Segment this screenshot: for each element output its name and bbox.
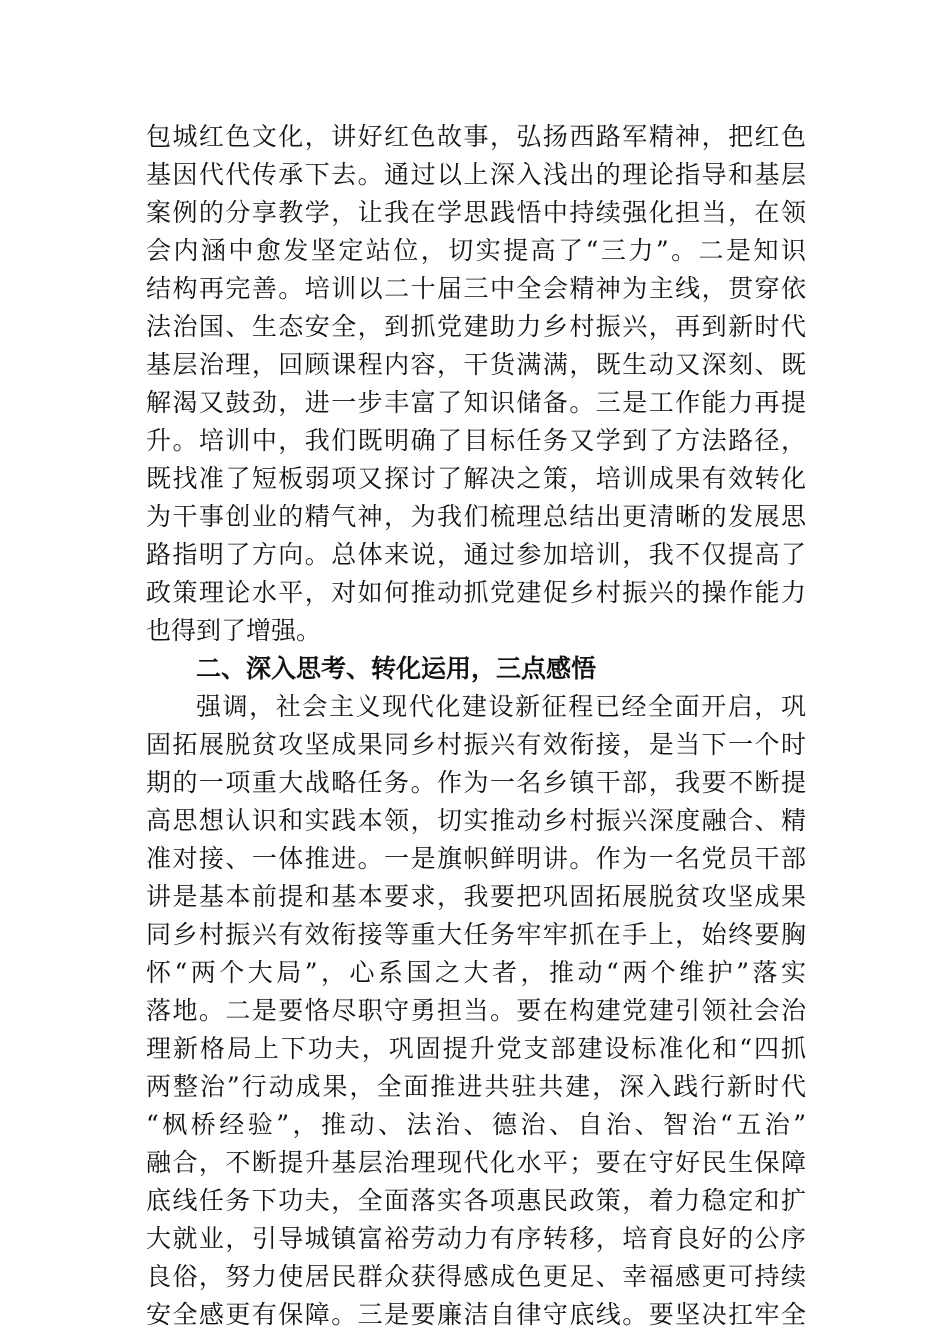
text-line: 准对接、一体推进。一是旗帜鲜明讲。作为一名党员干部 <box>146 844 806 873</box>
text-line: 基层治理，回顾课程内容，干货满满，既生动又深刻、既 <box>146 350 806 379</box>
text-line: 为干事创业的精气神，为我们梳理总结出更清晰的发展思 <box>146 502 806 531</box>
text-line: 大就业，引导城镇富裕劳动力有序转移，培育良好的公序 <box>146 1224 806 1253</box>
section-heading: 二、深入思考、转化运用，三点感悟 <box>196 654 597 683</box>
text-line: 固拓展脱贫攻坚成果同乡村振兴有效衔接，是当下一个时 <box>146 730 806 759</box>
text-line: 路指明了方向。总体来说，通过参加培训，我不仅提高了 <box>146 540 806 569</box>
text-line: 高思想认识和实践本领，切实推动乡村振兴深度融合、精 <box>146 806 806 835</box>
text-line: 既找准了短板弱项又探讨了解决之策，培训成果有效转化 <box>146 464 806 493</box>
text-line: 安全感更有保障。三是要廉洁自律守底线。要坚决扛牢全 <box>146 1300 806 1329</box>
text-line: 解渴又鼓劲，进一步丰富了知识储备。三是工作能力再提 <box>146 388 806 417</box>
text-line: 良俗，努力使居民群众获得感成色更足、幸福感更可持续 <box>146 1262 806 1291</box>
text-line: 基因代代传承下去。通过以上深入浅出的理论指导和基层 <box>146 160 806 189</box>
text-line: 政策理论水平，对如何推动抓党建促乡村振兴的操作能力 <box>146 578 806 607</box>
text-line: 融合，不断提升基层治理现代化水平；要在守好民生保障 <box>146 1148 806 1177</box>
text-line: 怀“两个大局”，心系国之大者，推动“两个维护”落实 <box>146 958 806 987</box>
text-line: 落地。二是要恪尽职守勇担当。要在构建党建引领社会治 <box>146 996 806 1025</box>
text-line: 案例的分享教学，让我在学思践悟中持续强化担当，在领 <box>146 198 806 227</box>
paragraph-first-line: 强调，社会主义现代化建设新征程已经全面开启，巩 <box>196 692 806 721</box>
text-line: 法治国、生态安全，到抓党建助力乡村振兴，再到新时代 <box>146 312 806 341</box>
text-line: 底线任务下功夫，全面落实各项惠民政策，着力稳定和扩 <box>146 1186 806 1215</box>
text-line: 结构再完善。培训以二十届三中全会精神为主线，贯穿依 <box>146 274 806 303</box>
text-line: 包城红色文化，讲好红色故事，弘扬西路军精神，把红色 <box>146 122 806 151</box>
document-body <box>146 118 806 1334</box>
text-line: 会内涵中愈发坚定站位，切实提高了“三力”。二是知识 <box>146 236 806 265</box>
text-line: 也得到了增强。 <box>146 616 322 645</box>
text-line: 讲是基本前提和基本要求，我要把巩固拓展脱贫攻坚成果 <box>146 882 806 911</box>
text-line: 两整治”行动成果，全面推进共驻共建，深入践行新时代 <box>146 1072 806 1101</box>
text-line: 同乡村振兴有效衔接等重大任务牢牢抓在手上，始终要胸 <box>146 920 806 949</box>
text-line: 升。培训中，我们既明确了目标任务又学到了方法路径， <box>146 426 806 455</box>
text-line: 期的一项重大战略任务。作为一名乡镇干部，我要不断提 <box>146 768 806 797</box>
text-line: “枫桥经验”，推动、法治、德治、自治、智治“五治” <box>146 1110 806 1139</box>
text-line: 理新格局上下功夫，巩固提升党支部建设标准化和“四抓 <box>146 1034 806 1063</box>
